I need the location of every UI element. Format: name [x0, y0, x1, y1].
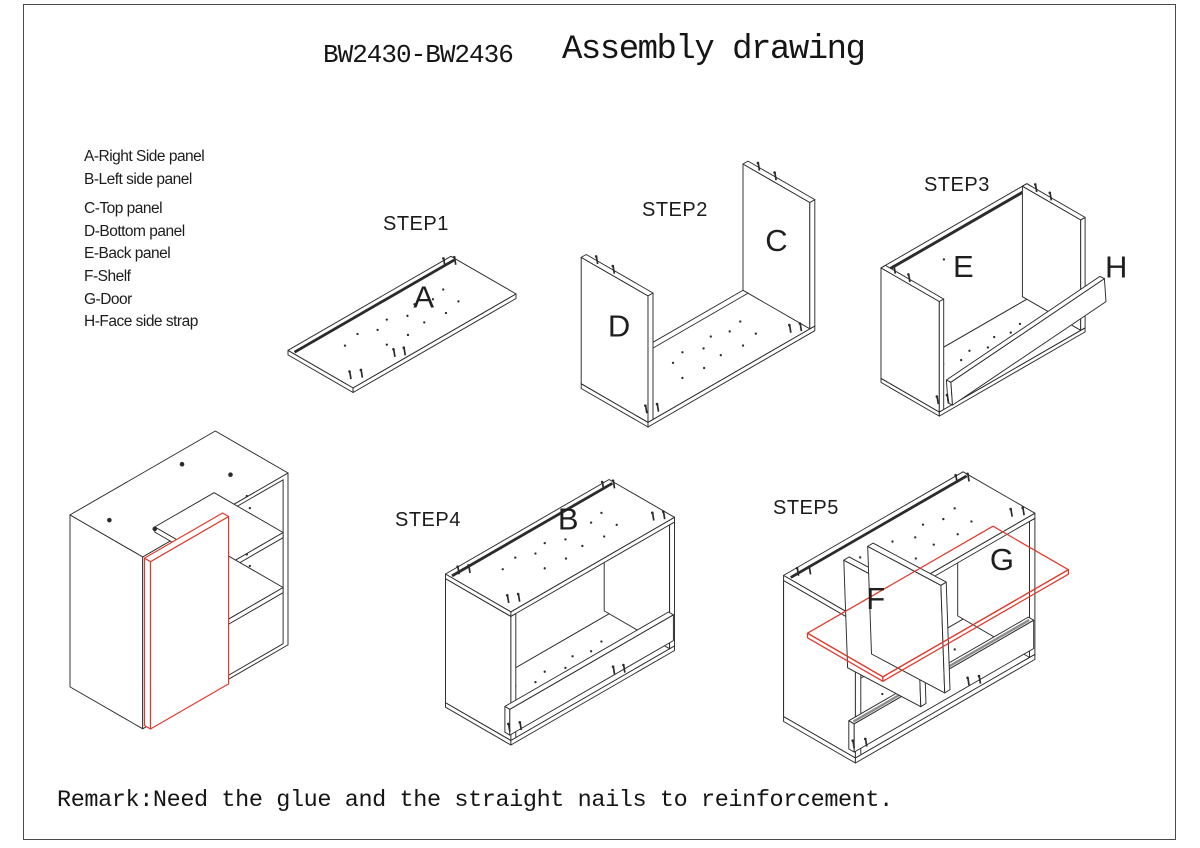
step4-label: STEP4	[395, 509, 461, 531]
parts-list-item-g: G-Door	[84, 290, 132, 308]
parts-list-item-e: E-Back panel	[84, 245, 171, 263]
remark-text: Remark:Need the glue and the straight nails to reinforcement.	[57, 787, 893, 814]
panel-label-d: D	[607, 308, 631, 344]
step3-drawing	[874, 156, 1140, 442]
step1-drawing	[281, 246, 523, 400]
parts-list-item-b: B-Left side panel	[84, 170, 192, 188]
parts-list-item-c: C-Top panel	[84, 200, 163, 218]
finished-cabinet-drawing	[40, 424, 318, 736]
step1-label: STEP1	[383, 213, 449, 235]
parts-list-item-a: A-Right Side panel	[84, 148, 205, 165]
step5-drawing	[768, 462, 1084, 770]
parts-list	[84, 146, 204, 334]
parts-list-item-f: F-Shelf	[84, 267, 131, 285]
page-title: Assembly drawing	[562, 31, 865, 69]
step2-label: STEP2	[642, 199, 708, 221]
panel-label-c: C	[765, 223, 788, 259]
panel-label-f: F	[866, 580, 886, 616]
step5-label: STEP5	[773, 497, 839, 519]
step3-label: STEP3	[924, 174, 990, 196]
panel-label-e: E	[953, 249, 974, 285]
panel-label-a: A	[413, 279, 435, 315]
parts-list-item-d: D-Bottom panel	[84, 222, 185, 240]
panel-label-g: G	[989, 541, 1015, 577]
parts-list-item-h: H-Face side strap	[84, 313, 198, 331]
step2-drawing	[571, 152, 825, 434]
model-code: BW2430-BW2436	[323, 40, 513, 70]
step4-drawing	[420, 470, 700, 752]
panel-label-h: H	[1104, 249, 1128, 285]
panel-label-b: B	[557, 501, 579, 537]
